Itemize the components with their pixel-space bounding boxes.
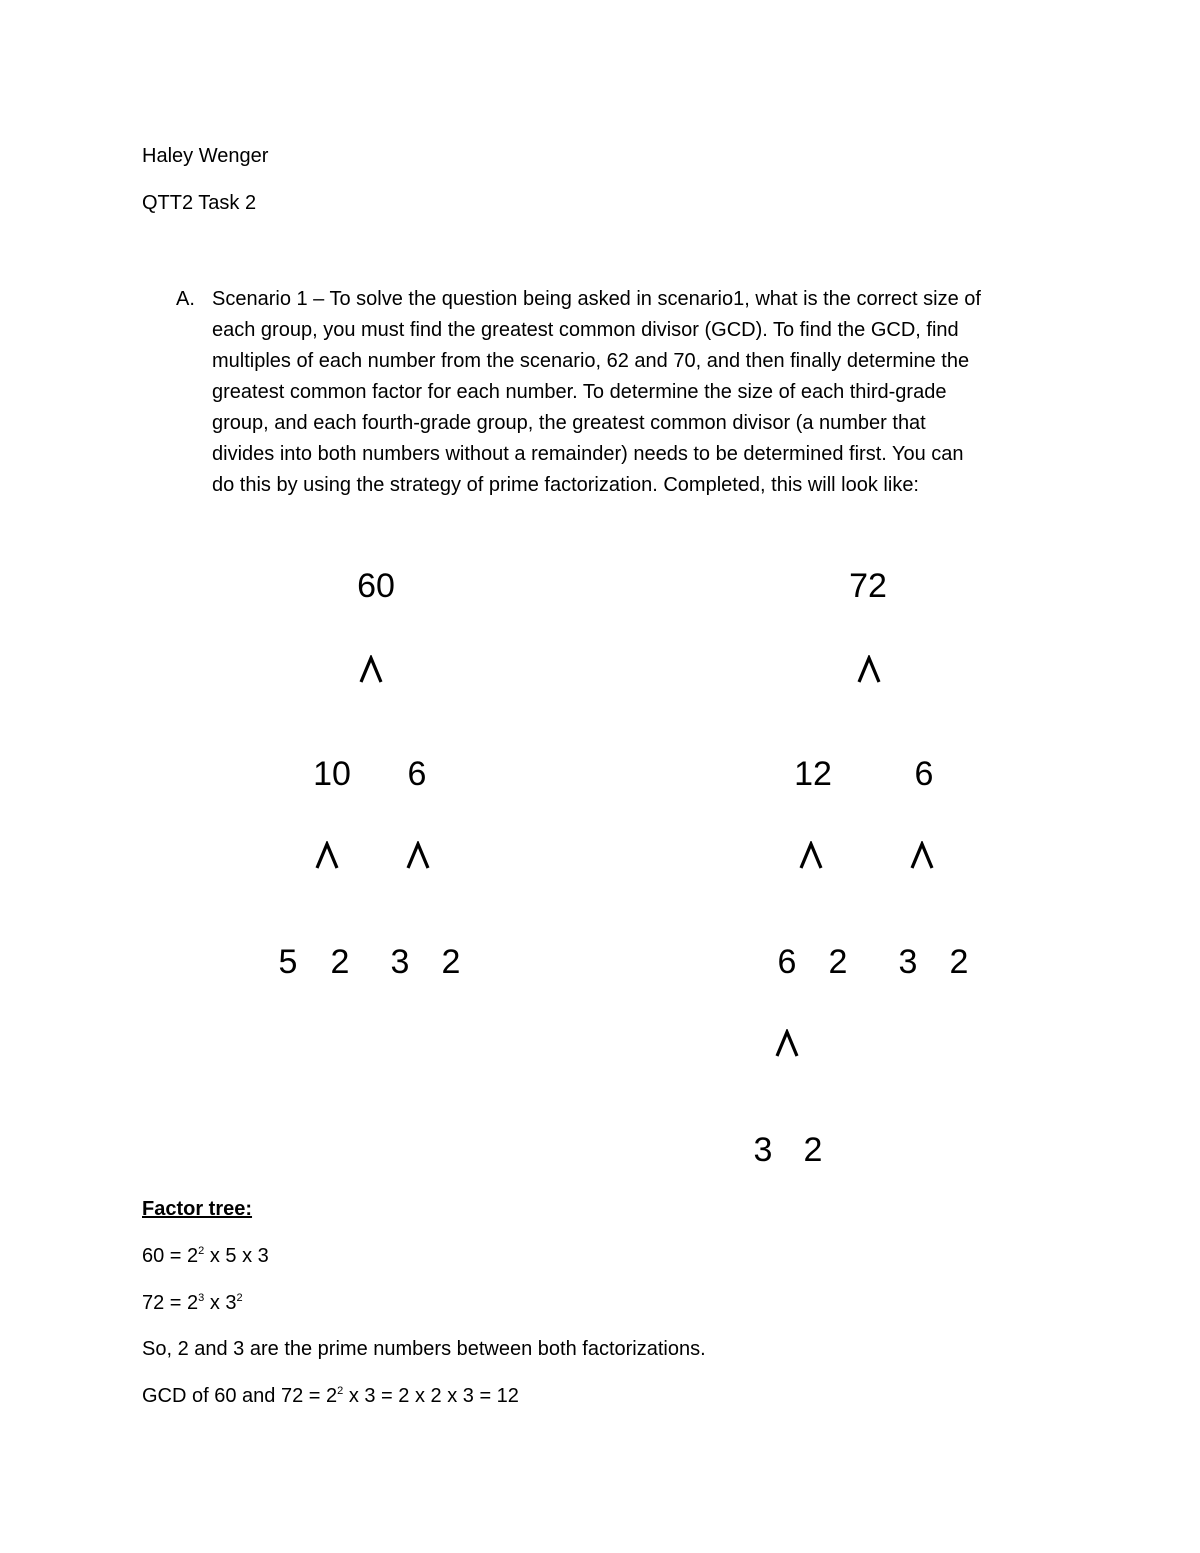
branch-caret-icon [857,655,881,683]
list-marker-a: A. [176,288,195,310]
equation-text: x 5 x 3 [204,1245,269,1267]
author-name: Haley Wenger [142,145,269,167]
tree-leaf: 3 [753,1131,773,1169]
paragraph-line: greatest common factor for each number. To determine the size of each third-grade [212,381,947,403]
gcd-result [142,1384,519,1408]
exponent: 2 [337,1385,344,1397]
tree-node-root: 60 [357,567,395,605]
paragraph-line: do this by using the strategy of prime factorization. Completed, this will look like: [212,474,919,496]
branch-caret-icon [359,655,383,683]
paragraph-line: divides into both numbers without a remainder) needs to be determined first. You can [212,443,964,465]
factorization-60 [142,1244,269,1268]
equation-text: GCD of 60 and 72 = 2 [142,1385,338,1407]
equation-text: x 3 [204,1292,237,1314]
equation-text: 60 = 2 [142,1245,199,1267]
tree-node: 6 [914,755,934,793]
tree-leaf: 5 [278,943,298,981]
tree-leaf: 2 [803,1131,823,1169]
tree-node: 10 [313,755,351,793]
exponent: 2 [198,1245,205,1257]
branch-caret-icon [775,1029,799,1057]
paragraph-line: each group, you must find the greatest common divisor (GCD). To find the GCD, find [212,319,959,341]
primes-sentence: So, 2 and 3 are the prime numbers between both factorizations. [142,1338,706,1360]
scenario-paragraph [212,284,1052,501]
tree-leaf: 2 [441,943,461,981]
tree-leaf: 2 [330,943,350,981]
tree-leaf: 2 [828,943,848,981]
equation-text: 72 = 2 [142,1292,199,1314]
branch-caret-icon [315,841,339,869]
tree-leaf: 2 [949,943,969,981]
tree-node-root: 72 [849,567,887,605]
tree-leaf: 3 [390,943,410,981]
branch-caret-icon [910,841,934,869]
paragraph-line: Scenario 1 – To solve the question being asked in scenario1, what is the correct size of [212,288,981,310]
tree-node: 6 [777,943,797,981]
equation-text: x 3 = 2 x 2 x 3 = 12 [343,1385,519,1407]
branch-caret-icon [406,841,430,869]
paragraph-line: multiples of each number from the scenario, 62 and 70, and then finally determine the [212,350,970,372]
branch-caret-icon [799,841,823,869]
factor-tree-heading: Factor tree: [142,1198,253,1220]
tree-node: 12 [794,755,832,793]
tree-leaf: 3 [898,943,918,981]
exponent: 2 [236,1292,243,1304]
paragraph-line: group, and each fourth-grade group, the greatest common divisor (a number that [212,412,926,434]
course-task: QTT2 Task 2 [142,192,257,214]
exponent: 3 [198,1292,205,1304]
tree-node: 6 [407,755,427,793]
factorization-72 [142,1291,243,1315]
